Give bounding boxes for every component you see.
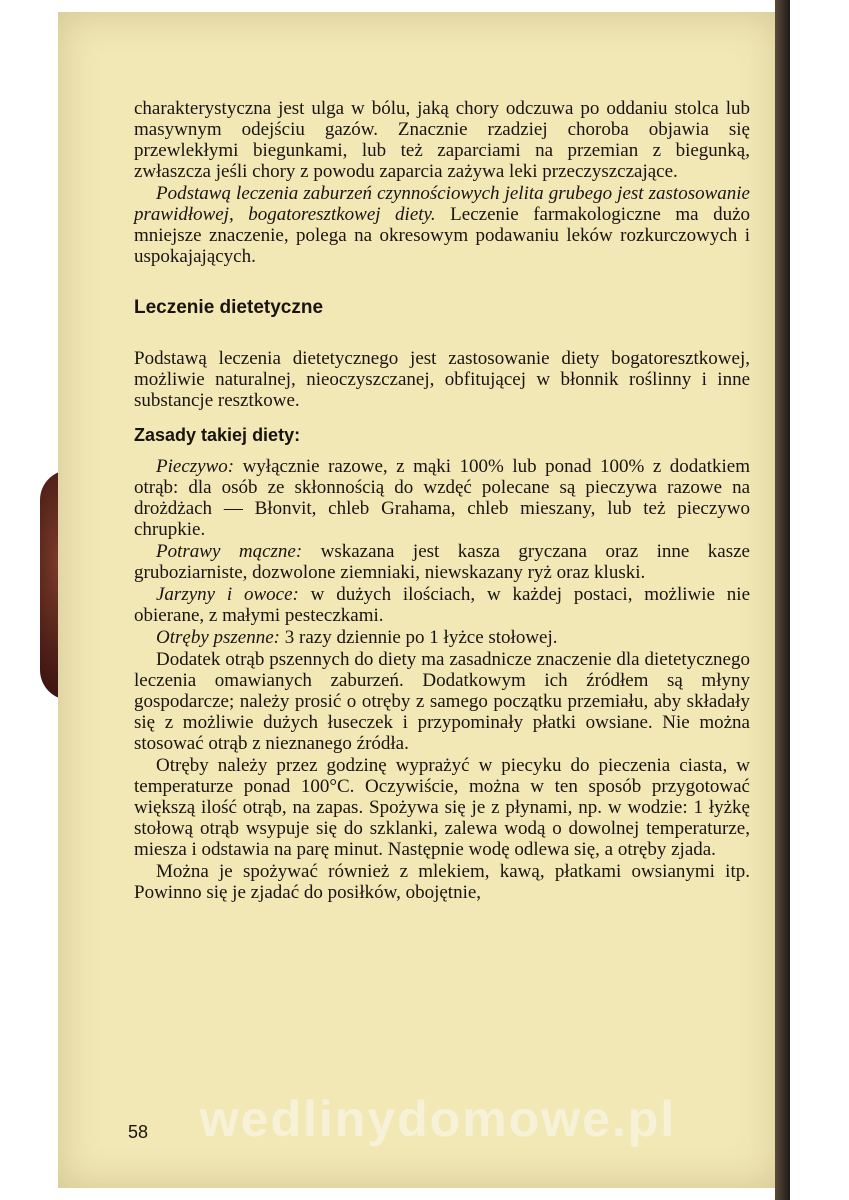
rule-text: wyłącznie razowe, z mąki 100% lub ponad 100% z dodatkiem otrąb: dla osób ze skłonnością do wzdęć polecane są pieczywa razowe na drożdżach — Błonvit, chleb Grahama, chleb mieszany, lub też pieczywo chrupkie. <box>134 456 750 540</box>
watermark: wedlinydomowe.pl <box>199 1091 677 1147</box>
section-heading: Leczenie dietetyczne <box>134 297 324 318</box>
intro-paragraph-2-rest: Leczenie farmakologiczne ma dużo mniejsze znaczenie, polega na okresowym podawaniu leków rozkurczowych i uspokajających. <box>134 204 751 267</box>
rule-item <box>134 541 750 583</box>
rule-item <box>134 627 750 648</box>
intro-paragraph-1: charakterystyczna jest ulga w bólu, jaką chory odczuwa po oddaniu stolca lub masywnym odejściu gazów. Znacznie rzadziej choroba objawia się przewlekłymi biegunkami, lub też zaparciami na przemian z biegunką, zwłaszcza jeśli chory z powodu zaparcia zażywa leki przeczyszczające. <box>134 98 750 182</box>
rule-label: Potrawy mączne: <box>156 541 303 562</box>
page-text <box>134 98 750 904</box>
diet-paragraph: Podstawą leczenia dietetycznego jest zastosowanie diety bogatoresztkowej, możliwie naturalnej, nieoczyszczanej, obfitującej w błonnik roślinny i inne substancje resztkowe. <box>134 348 750 411</box>
rule-text: w dużych ilościach, w każdej postaci, możliwie nie obierane, z małymi pesteczkami. <box>134 584 750 626</box>
book-spine <box>775 0 790 1200</box>
bran-paragraph-2: Otręby należy przez godzinę wyprażyć w piecyku do pieczenia ciasta, w temperaturze ponad 100°C. Oczywiście, można w ten sposób przygotować większą ilość otrąb, na zapas. Spożywa się je z płynami, np. w wodzie: 1 łyżkę stołową otrąb wsypuje się do szklanki, zalewa wodą o dowolnej temperaturze, miesza i odstawia na parę minut. Następnie wodę odlewa się, a otręby zjada. <box>134 755 750 860</box>
rule-item <box>134 456 750 540</box>
rule-label: Jarzyny i owoce: <box>156 584 299 605</box>
rules-subheading: Zasady takiej diety: <box>134 425 301 445</box>
intro-paragraph-2 <box>134 183 750 267</box>
bran-paragraph-3: Można je spożywać również z mlekiem, kawą, płatkami owsianymi itp. Powinno się je zjadać do posiłków, obojętnie, <box>134 861 750 903</box>
page-number: 58 <box>128 1122 149 1142</box>
rule-item <box>134 584 750 626</box>
bran-paragraph-1: Dodatek otrąb pszennych do diety ma zasadnicze znaczenie dla dietetycznego leczenia omawianych zaburzeń. Dodatkowym ich źródłem są młyny gospodarcze; należy prosić o otręby z samego początku przemiału, aby składały się z możliwie dużych łuseczek i przypominały płatki owsiane. Nie można stosować otrąb z nieznanego źródła. <box>134 649 750 754</box>
rule-text: 3 razy dziennie po 1 łyżce stołowej. <box>280 627 558 648</box>
rule-label: Otręby pszenne: <box>156 627 280 648</box>
intro-paragraph-2-italic: Podstawą leczenia zaburzeń czynnościowych jelita grubego jest zastosowanie prawidłowej, bogatoresztkowej diety. <box>134 183 750 225</box>
rule-label: Pieczywo: <box>156 456 235 477</box>
rule-text: wskazana jest kasza gryczana oraz inne kasze gruboziarniste, dozwolone ziemniaki, niewskazany ryż oraz kluski. <box>134 541 750 583</box>
